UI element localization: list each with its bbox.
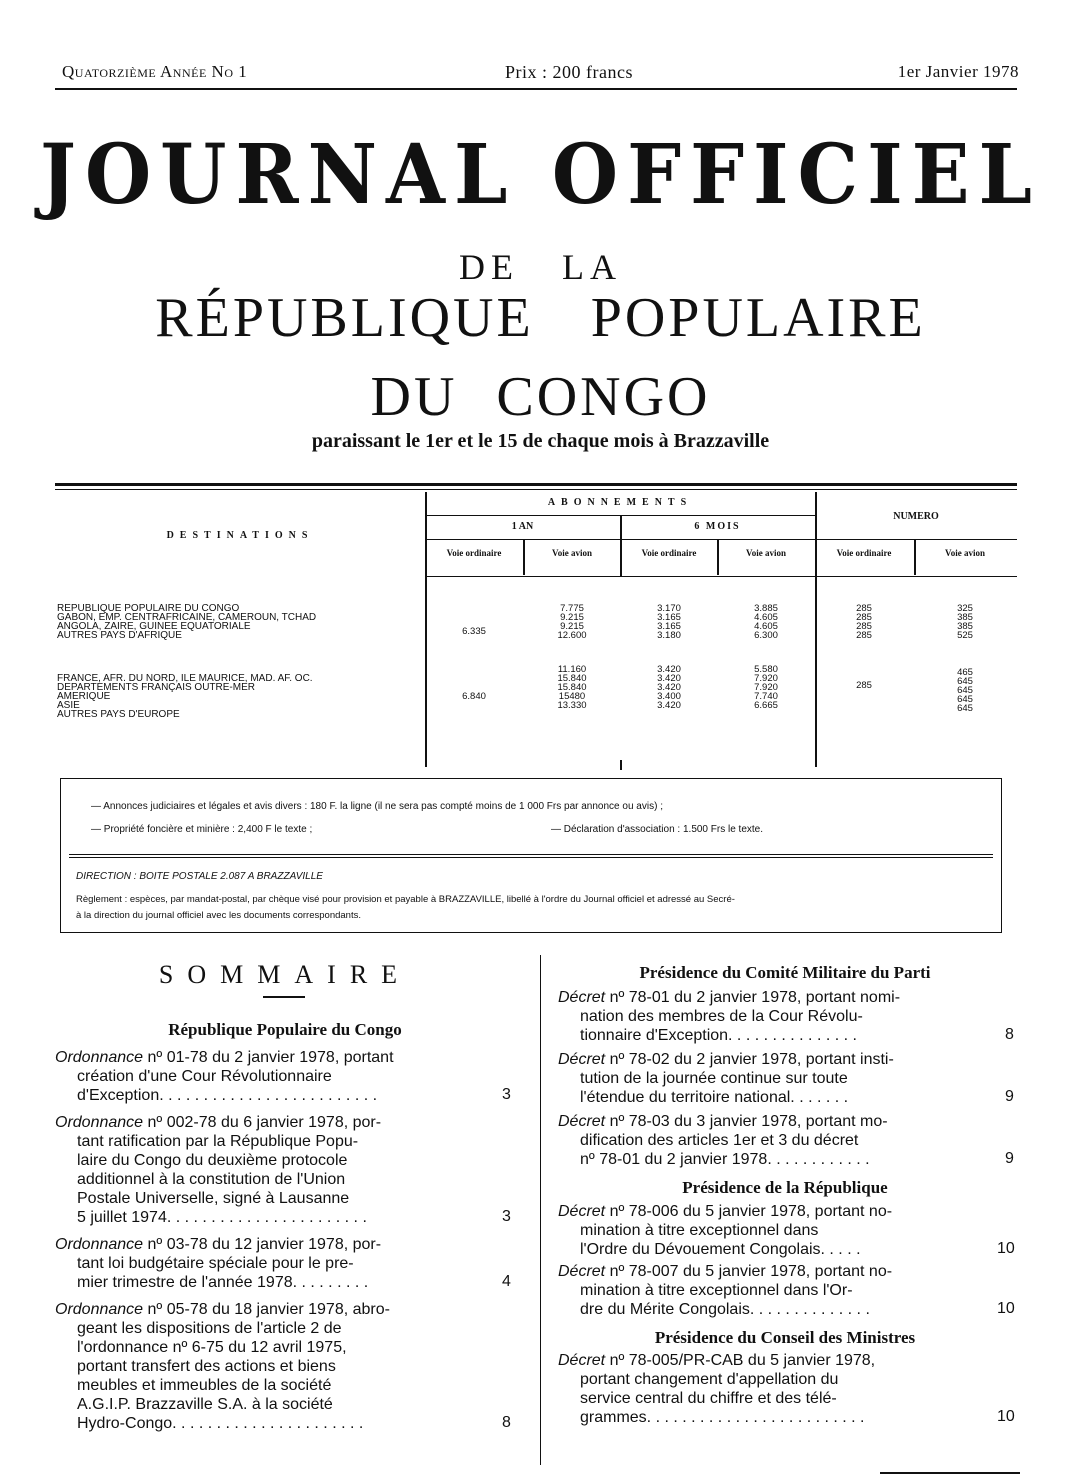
sommaire-entry-line: l'ordonnance nº 6-75 du 12 avril 1975, — [77, 1339, 347, 1356]
price-cell: 7.920 — [754, 682, 778, 693]
one-year-header: 1 AN — [511, 521, 534, 532]
price-cell: 645 — [957, 685, 973, 696]
destination-row: REPUBLIQUE POPULAIRE DU CONGO — [57, 603, 240, 614]
publication-frequency: paraissant le 1er et le 15 de chaque mois à Brazzaville — [311, 430, 770, 452]
price-cell: 285 — [856, 680, 872, 691]
journal-title-republique: RÉPUBLIQUE POPULAIRE — [155, 287, 926, 349]
price-cell: 6.840 — [462, 691, 486, 702]
price-cell: 7.740 — [754, 691, 778, 702]
price-cell: 285 — [856, 621, 872, 632]
sommaire-entry-line: Ordonnance nº 05-78 du 18 janvier 1978, abro- — [55, 1301, 390, 1318]
journal-title: JOURNAL OFFICIEL — [39, 126, 1041, 223]
price-cell: 385 — [957, 612, 973, 623]
section-republique-populaire: République Populaire du Congo — [168, 1020, 402, 1039]
notice-propriete: — Propriété foncière et minière : 2,400 F le texte ; — [91, 824, 313, 835]
journal-title-congo: DU CONGO — [370, 366, 711, 428]
sommaire-page-number: 10 — [997, 1240, 1015, 1257]
price-cell: 3.165 — [657, 621, 681, 632]
price-cell: 645 — [957, 703, 973, 714]
price-cell: 465 — [957, 667, 973, 678]
price-cell: 285 — [856, 630, 872, 641]
sommaire-page-number: 8 — [1005, 1026, 1014, 1043]
six-months-header: 6 MOIS — [694, 521, 741, 532]
price-cell: 285 — [856, 612, 872, 623]
price-cell: 6.335 — [462, 626, 486, 637]
sommaire-entry-line: 5 juillet 1974. . . . . . . . . . . . . . . . . . . . . . . — [77, 1209, 367, 1226]
section-conseil-ministres: Présidence du Conseil des Ministres — [654, 1328, 916, 1347]
col-an-avion: Voie avion — [552, 548, 592, 558]
notice-reglement-line2: à la direction du journal officiel avec les documents correspondants. — [76, 910, 361, 921]
price-cell: 12.600 — [557, 630, 587, 641]
sommaire-entry-line: Décret nº 78-006 du 5 janvier 1978, portant no- — [558, 1203, 893, 1220]
sommaire-page-number: 9 — [1005, 1150, 1014, 1167]
issue-year-number: Quatorzième Année No 1 — [62, 62, 248, 81]
price-cell: 15480 — [558, 691, 586, 702]
sommaire-entry-line: laire du Congo du deuxième protocole — [77, 1152, 348, 1169]
sommaire-entry-line: Ordonnance nº 002-78 du 6 janvier 1978, por- — [55, 1114, 382, 1131]
price-cell: 4.605 — [754, 612, 778, 623]
price-cell: 645 — [957, 676, 973, 687]
price-cell: 7.920 — [754, 673, 778, 684]
sommaire-page-number: 10 — [997, 1300, 1015, 1317]
col-mois-avion: Voie avion — [746, 548, 786, 558]
price-cell: 13.330 — [557, 700, 587, 711]
sommaire-entry-line: nation des membres de la Cour Révolu- — [580, 1008, 863, 1025]
destination-row: ASIE — [57, 700, 80, 711]
price-cell: 3.400 — [657, 691, 681, 702]
sommaire-entry-line: Décret nº 78-005/PR-CAB du 5 janvier 1978, — [558, 1352, 876, 1369]
sommaire-entry-line: tution de la journée continue sur toute — [580, 1070, 848, 1087]
issue-date: 1er Janvier 1978 — [897, 62, 1019, 81]
price-cell: 4.605 — [754, 621, 778, 632]
sommaire-entry-line: Décret nº 78-007 du 5 janvier 1978, portant no- — [558, 1263, 893, 1280]
section-presidence-republique: Présidence de la République — [682, 1178, 888, 1197]
sommaire-page-number: 9 — [1005, 1088, 1014, 1105]
notice-annonces: — Annonces judiciaires et légales et avis divers : 180 F. la ligne (il ne sera pas compté moins de 1 000 Frs par annonce ou avis) ; — [91, 801, 663, 812]
sommaire-entry-line: service central du chiffre et des télé- — [580, 1390, 837, 1407]
header-rule — [55, 88, 1017, 90]
price-cell: 645 — [957, 694, 973, 705]
sommaire-entry-line: Hydro-Congo. . . . . . . . . . . . . . . . . . . . . . — [77, 1415, 364, 1432]
col-num-avion: Voie avion — [945, 548, 985, 558]
price-cell: 3.165 — [657, 612, 681, 623]
price-cell: 6.300 — [754, 630, 778, 641]
sommaire-entry-line: nº 78-01 du 2 janvier 1978. . . . . . . . . . . . — [580, 1151, 870, 1168]
price-cell: 3.180 — [657, 630, 681, 641]
destination-row: ANGOLA, ZAIRE, GUINEE EQUATORIALE — [57, 621, 251, 632]
notice-declaration: — Déclaration d'association : 1.500 Frs le texte. — [551, 824, 764, 835]
sommaire-entry-line: Ordonnance nº 03-78 du 12 janvier 1978, por- — [55, 1236, 382, 1253]
column-divider — [540, 955, 541, 1465]
price-cell: 9.215 — [560, 612, 584, 623]
price-cell: 9.215 — [560, 621, 584, 632]
price-cell: 525 — [957, 630, 973, 641]
sommaire-entry-line: Décret nº 78-03 du 3 janvier 1978, portant mo- — [558, 1113, 888, 1130]
price-cell: 3.420 — [657, 700, 681, 711]
price-cell: 5.580 — [754, 664, 778, 675]
price-cell: 325 — [957, 603, 973, 614]
sommaire-entry-line: l'étendue du territoire national. . . . . . . — [580, 1089, 849, 1106]
numero-header: NUMERO — [893, 511, 939, 522]
bottom-rule — [880, 1472, 1020, 1474]
destination-row: DEPARTEMENTS FRANÇAIS OUTRE-MER — [57, 682, 255, 693]
sommaire-entry-line: Décret nº 78-01 du 2 janvier 1978, portant nomi- — [558, 989, 901, 1006]
price-cell: 11.160 — [557, 664, 587, 675]
notice-box — [60, 778, 1002, 933]
price-cell: 3.170 — [657, 603, 681, 614]
journal-title-de-la: DE LA — [459, 247, 622, 287]
price-cell: 15.840 — [557, 673, 587, 684]
price-cell: 15.840 — [557, 682, 587, 693]
price-cell: 3.420 — [657, 673, 681, 684]
sommaire-entry-line: création d'une Cour Révolutionnaire — [77, 1068, 332, 1085]
price-cell: 6.665 — [754, 700, 778, 711]
abonnements-header: ABONNEMENTS — [547, 497, 693, 508]
sommaire-entry-line: d'Exception. . . . . . . . . . . . . . . . . . . . . . . . . — [77, 1087, 378, 1104]
sommaire-entry-line: tant ratification par la République Popu- — [77, 1133, 359, 1150]
sommaire-entry-line: additionnel à la constitution de l'Union — [77, 1171, 346, 1188]
sommaire-entry-line: geant les dispositions de l'article 2 de — [77, 1320, 342, 1337]
notice-reglement-line1: Règlement : espèces, par mandat-postal, par chèque visé pour provision et payable à BRAZZAVILLE, libellé à l'ordre du Journal officiel et adressé au Secré- — [76, 894, 735, 905]
sommaire-entry-line: mier trimestre de l'année 1978. . . . . . . . . — [77, 1274, 369, 1291]
sommaire-entry-line: tionnaire d'Exception. . . . . . . . . . . . . . . — [580, 1027, 857, 1044]
destination-row: GABON, EMP. CENTRAFRICAINE, CAMEROUN, TCHAD — [57, 612, 317, 623]
issue-price: Prix : 200 francs — [505, 62, 633, 82]
price-cell: 3.420 — [657, 664, 681, 675]
destination-row: AUTRES PAYS D'EUROPE — [57, 709, 180, 720]
sommaire-entry-line: portant changement d'appellation du — [580, 1371, 839, 1388]
sommaire-entry-line: mination à titre exceptionnel dans — [580, 1222, 819, 1239]
col-num-ordinaire: Voie ordinaire — [836, 548, 892, 558]
sommaire-entry-line: dre du Mérite Congolais. . . . . . . . . . . . . . — [580, 1301, 870, 1318]
sommaire-page-number: 8 — [502, 1414, 511, 1431]
sommaire-entry-line: portant transfert des actions et biens — [77, 1358, 336, 1375]
sommaire-page-number: 3 — [502, 1208, 511, 1225]
sommaire-entry-line: tant loi budgétaire spéciale pour le pre- — [77, 1255, 354, 1272]
col-an-ordinaire: Voie ordinaire — [446, 548, 502, 558]
sommaire-title-rule — [263, 996, 305, 998]
section-comite-militaire: Présidence du Comité Militaire du Parti — [639, 963, 931, 982]
notice-direction: DIRECTION : BOITE POSTALE 2.087 A BRAZZAVILLE — [76, 871, 323, 882]
sommaire-entry-line: Postale Universelle, signé à Lausanne — [77, 1190, 350, 1207]
sommaire-entry-line: mination à titre exceptionnel dans l'Or- — [580, 1282, 853, 1299]
price-cell: 7.775 — [560, 603, 584, 614]
sommaire-entry-line: Ordonnance nº 01-78 du 2 janvier 1978, portant — [55, 1049, 394, 1066]
sommaire-entry-line: l'Ordre du Dévouement Congolais. . . . . — [580, 1241, 861, 1258]
sommaire-page-number: 4 — [502, 1273, 511, 1290]
destinations-header: DESTINATIONS — [166, 530, 314, 541]
destination-row: AMERIQUE — [57, 691, 111, 702]
sommaire-page-number: 10 — [997, 1408, 1015, 1425]
price-cell: 3.885 — [754, 603, 778, 614]
price-cell: 3.420 — [657, 682, 681, 693]
sommaire-title: SOMMAIRE — [158, 960, 412, 989]
sommaire-entry-line: A.G.I.P. Brazzaville S.A. à la société — [77, 1396, 333, 1413]
destination-row: AUTRES PAYS D'AFRIQUE — [57, 630, 182, 641]
sommaire-page-number: 3 — [502, 1086, 511, 1103]
sommaire-entry-line: grammes. . . . . . . . . . . . . . . . . . . . . . . . . — [580, 1409, 865, 1426]
sommaire-entry-line: meubles et immeubles de la société — [77, 1377, 332, 1394]
sommaire-entry-line: dification des articles 1er et 3 du décret — [580, 1132, 859, 1149]
sommaire-entry-line: Décret nº 78-02 du 2 janvier 1978, portant insti- — [558, 1051, 894, 1068]
destination-row: FRANCE, AFR. DU NORD, ILE MAURICE, MAD. AF. OC. — [57, 673, 313, 684]
price-cell: 285 — [856, 603, 872, 614]
price-cell: 385 — [957, 621, 973, 632]
col-mois-ordinaire: Voie ordinaire — [641, 548, 697, 558]
